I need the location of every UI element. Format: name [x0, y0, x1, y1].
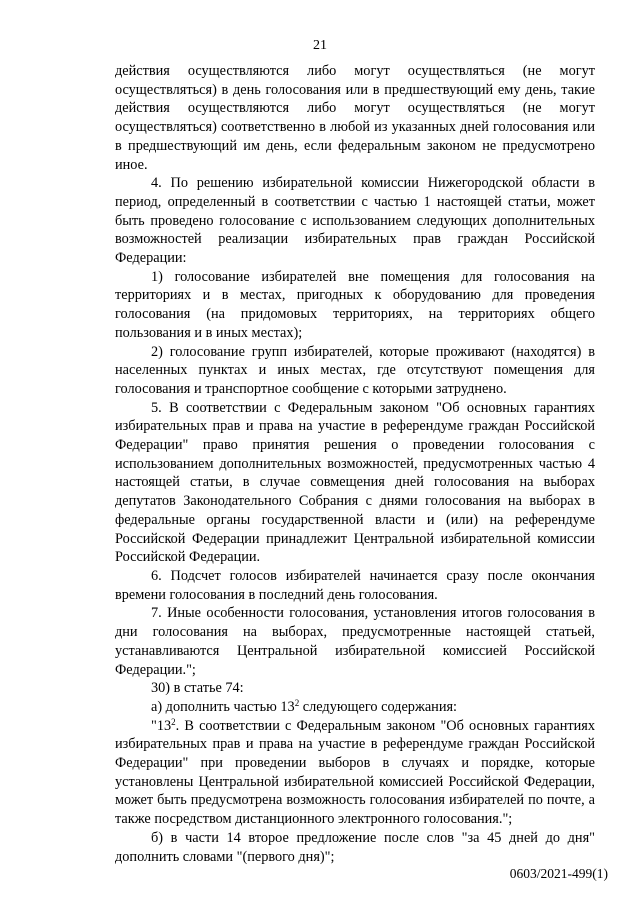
amendment-a-text-end: следующего содержания:	[299, 698, 458, 715]
document-body	[115, 62, 595, 866]
paragraph-subitem-2: 2) голосование групп избирателей, которые проживают (находятся) в населенных пунктах и иных местах, где отсутствуют помещения для голосования и транспортное сообщение с которыми затруднено.	[115, 343, 595, 397]
part-13-2-text-end: . В соответствии с Федеральным законом "Об основных гарантиях избирательных прав и права на участие в референдуме граждан Российской Федерации" при проведении выборов в случаях и порядке, которые установлены Центральной избирательной комиссией Российской Федерации, может быть предусмотрена возможность голосования избирателей по почте, а также посредством дистанционного электронного голосования.";	[115, 717, 595, 828]
amendment-a-text-start: а) дополнить частью 13	[151, 698, 295, 715]
paragraph-amendment-30: 30) в статье 74:	[151, 680, 244, 697]
paragraph-amendment-a	[115, 698, 595, 717]
page-number: 21	[313, 38, 327, 53]
paragraph-part-13-2	[115, 717, 595, 829]
paragraph-item-5: 5. В соответствии с Федеральным законом "Об основных гарантиях избирательных прав и права на участие в референдуме граждан Российской Федерации" право принятия решения о проведении голосования с использованием дополнительных возможностей, предусмотренных частью 4 настоящей статьи, в случае совмещения дней голосования на выборах депутатов Законодательного Собрания с днями голосования на выборах в федеральные органы государственной власти и (или) на референдуме Российской Федерации принадлежит Центральной избирательной комиссии Российской Федерации.	[115, 399, 595, 566]
paragraph-subitem-1: 1) голосование избирателей вне помещения для голосования на территориях и в местах, пригодных к оборудованию для проведения голосования (на придомовых территориях, на территориях общего пользования и в иных местах);	[115, 268, 595, 341]
paragraph-item-6: 6. Подсчет голосов избирателей начинается сразу после окончания времени голосования в последний день голосования.	[115, 567, 595, 603]
paragraph-item-7: 7. Иные особенности голосования, установления итогов голосования в дни голосования на выборах, предусмотренные настоящей статьей, устанавливаются Центральной избирательной комиссией Российской Федерации.";	[115, 605, 595, 678]
paragraph-amendment-b: б) в части 14 второе предложение после слов "за 45 дней до дня" дополнить словами "(первого дня)";	[115, 829, 595, 865]
paragraph-item-4: 4. По решению избирательной комиссии Нижегородской области в период, определенный в соответствии с частью 1 настоящей статьи, может быть проведено голосование с использованием следующих дополнительных возможностей реализации избирательных прав граждан Российской Федерации:	[115, 175, 595, 267]
part-13-2-text-start: "13	[151, 717, 172, 734]
part-13-2-superscript: 2	[171, 716, 176, 727]
amendment-a-superscript: 2	[294, 697, 300, 708]
paragraph-voting-continuation: действия осуществляются либо могут осуществляться (не могут осуществляться) в день голосования или в предшествующий ему день, такие действия осуществляются либо могут осуществляться (не могут осуществляться) соответственно в любой из указанных дней голосования или в предшествующий им день, если федеральным законом не предусмотрено иное.	[115, 63, 595, 173]
document-code: 0603/2021-499(1)	[509, 866, 608, 881]
